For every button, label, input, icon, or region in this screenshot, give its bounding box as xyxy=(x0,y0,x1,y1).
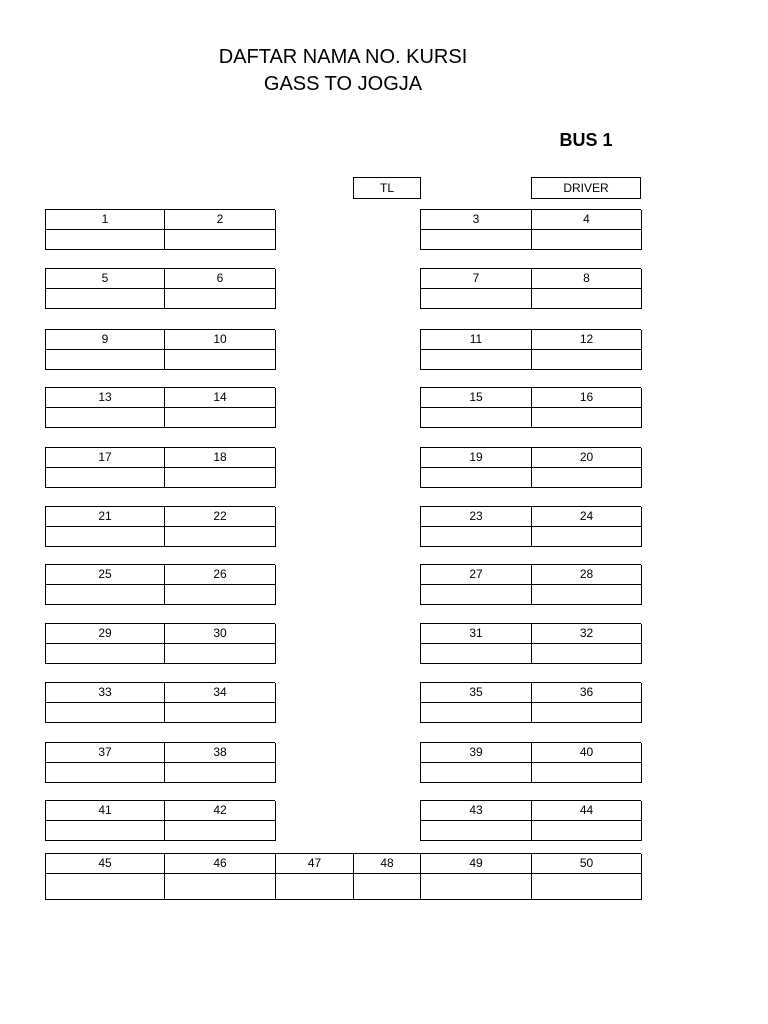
seat-number: 12 xyxy=(532,330,642,350)
seat-row-right xyxy=(420,447,641,488)
seat-row-left xyxy=(45,506,275,547)
seat-number: 40 xyxy=(532,743,642,763)
seat-row-right xyxy=(420,682,641,723)
passenger-name-cell[interactable] xyxy=(46,289,165,309)
seat-number: 11 xyxy=(421,330,532,350)
seat-row-right xyxy=(420,564,641,605)
seat-number: 47 xyxy=(276,854,354,874)
passenger-name-cell[interactable] xyxy=(46,703,165,723)
passenger-name-cell[interactable] xyxy=(532,527,642,547)
seat-number: 44 xyxy=(532,801,642,821)
seat-number: 22 xyxy=(165,507,276,527)
seat-number: 27 xyxy=(421,565,532,585)
seat-number: 5 xyxy=(46,269,165,289)
seat-number: 49 xyxy=(421,854,532,874)
seat-number: 13 xyxy=(46,388,165,408)
seat-number: 8 xyxy=(532,269,642,289)
passenger-name-cell[interactable] xyxy=(421,527,532,547)
passenger-name-cell[interactable] xyxy=(421,230,532,250)
seat-number: 7 xyxy=(421,269,532,289)
seat-number: 10 xyxy=(165,330,276,350)
seat-number: 19 xyxy=(421,448,532,468)
passenger-name-cell[interactable] xyxy=(421,874,532,900)
passenger-name-cell[interactable] xyxy=(46,230,165,250)
passenger-name-cell[interactable] xyxy=(165,230,276,250)
seat-number: 35 xyxy=(421,683,532,703)
seat-number: 4 xyxy=(532,210,642,230)
seat-number: 34 xyxy=(165,683,276,703)
passenger-name-cell[interactable] xyxy=(532,408,642,428)
seat-row-left xyxy=(45,564,275,605)
passenger-name-cell[interactable] xyxy=(421,289,532,309)
bus-label: BUS 1 xyxy=(559,130,613,150)
seat-number: 30 xyxy=(165,624,276,644)
passenger-name-cell[interactable] xyxy=(165,763,276,783)
passenger-name-cell[interactable] xyxy=(46,408,165,428)
seat-row-right xyxy=(420,268,641,309)
seat-number: 1 xyxy=(46,210,165,230)
passenger-name-cell[interactable] xyxy=(421,408,532,428)
seat-number: 23 xyxy=(421,507,532,527)
passenger-name-cell[interactable] xyxy=(532,289,642,309)
seat-number: 32 xyxy=(532,624,642,644)
passenger-name-cell[interactable] xyxy=(532,585,642,605)
seat-number: 45 xyxy=(46,854,165,874)
seat-number: 21 xyxy=(46,507,165,527)
seat-number: 6 xyxy=(165,269,276,289)
passenger-name-cell[interactable] xyxy=(165,527,276,547)
passenger-name-cell[interactable] xyxy=(46,468,165,488)
passenger-name-cell[interactable] xyxy=(421,763,532,783)
seat-row-left xyxy=(45,742,275,783)
passenger-name-cell[interactable] xyxy=(532,821,642,841)
seat-number: 46 xyxy=(165,854,276,874)
passenger-name-cell[interactable] xyxy=(421,468,532,488)
seat-row-back xyxy=(45,853,641,900)
seat-row-left xyxy=(45,209,275,250)
passenger-name-cell[interactable] xyxy=(421,350,532,370)
seat-number: 3 xyxy=(421,210,532,230)
seat-row-right xyxy=(420,742,641,783)
passenger-name-cell[interactable] xyxy=(532,468,642,488)
tour-leader-seat: TL xyxy=(353,177,421,199)
seat-number: 25 xyxy=(46,565,165,585)
seat-number: 39 xyxy=(421,743,532,763)
seat-row-left xyxy=(45,447,275,488)
seat-number: 33 xyxy=(46,683,165,703)
passenger-name-cell[interactable] xyxy=(165,703,276,723)
seat-number: 50 xyxy=(532,854,642,874)
seat-number: 42 xyxy=(165,801,276,821)
seat-number: 16 xyxy=(532,388,642,408)
seat-row-right xyxy=(420,506,641,547)
passenger-name-cell[interactable] xyxy=(46,644,165,664)
seat-number: 26 xyxy=(165,565,276,585)
passenger-name-cell[interactable] xyxy=(532,350,642,370)
passenger-name-cell[interactable] xyxy=(276,874,354,900)
passenger-name-cell[interactable] xyxy=(532,230,642,250)
seat-number: 48 xyxy=(354,854,421,874)
seat-number: 31 xyxy=(421,624,532,644)
passenger-name-cell[interactable] xyxy=(532,874,642,900)
passenger-name-cell[interactable] xyxy=(421,703,532,723)
seat-number: 24 xyxy=(532,507,642,527)
passenger-name-cell[interactable] xyxy=(421,821,532,841)
seat-number: 15 xyxy=(421,388,532,408)
seat-number: 28 xyxy=(532,565,642,585)
passenger-name-cell[interactable] xyxy=(46,874,165,900)
passenger-name-cell[interactable] xyxy=(421,644,532,664)
passenger-name-cell[interactable] xyxy=(165,468,276,488)
passenger-name-cell[interactable] xyxy=(165,585,276,605)
passenger-name-cell[interactable] xyxy=(165,644,276,664)
seat-number: 9 xyxy=(46,330,165,350)
seat-row-right xyxy=(420,800,641,841)
passenger-name-cell[interactable] xyxy=(46,763,165,783)
passenger-name-cell[interactable] xyxy=(46,821,165,841)
passenger-name-cell[interactable] xyxy=(46,350,165,370)
passenger-name-cell[interactable] xyxy=(165,289,276,309)
seat-number: 2 xyxy=(165,210,276,230)
passenger-name-cell[interactable] xyxy=(165,874,276,900)
driver-seat: DRIVER xyxy=(531,177,641,199)
seat-number: 20 xyxy=(532,448,642,468)
passenger-name-cell[interactable] xyxy=(46,527,165,547)
document-title: DAFTAR NAMA NO. KURSI xyxy=(218,46,468,68)
seat-row-right xyxy=(420,329,641,370)
seat-row-left xyxy=(45,800,275,841)
passenger-name-cell[interactable] xyxy=(532,763,642,783)
passenger-name-cell[interactable] xyxy=(354,874,421,900)
seat-number: 18 xyxy=(165,448,276,468)
seat-number: 29 xyxy=(46,624,165,644)
passenger-name-cell[interactable] xyxy=(165,408,276,428)
seat-row-left xyxy=(45,387,275,428)
seat-row-left xyxy=(45,623,275,664)
seat-number: 43 xyxy=(421,801,532,821)
passenger-name-cell[interactable] xyxy=(532,703,642,723)
seat-row-left xyxy=(45,329,275,370)
seat-number: 38 xyxy=(165,743,276,763)
seat-row-right xyxy=(420,623,641,664)
seat-number: 41 xyxy=(46,801,165,821)
passenger-name-cell[interactable] xyxy=(165,821,276,841)
seat-number: 14 xyxy=(165,388,276,408)
passenger-name-cell[interactable] xyxy=(532,644,642,664)
seat-row-left xyxy=(45,268,275,309)
seat-number: 36 xyxy=(532,683,642,703)
passenger-name-cell[interactable] xyxy=(421,585,532,605)
seat-number: 17 xyxy=(46,448,165,468)
document-subtitle: GASS TO JOGJA xyxy=(263,73,423,95)
passenger-name-cell[interactable] xyxy=(46,585,165,605)
seat-row-right xyxy=(420,387,641,428)
seat-number: 37 xyxy=(46,743,165,763)
seat-row-right xyxy=(420,209,641,250)
passenger-name-cell[interactable] xyxy=(165,350,276,370)
seat-row-left xyxy=(45,682,275,723)
